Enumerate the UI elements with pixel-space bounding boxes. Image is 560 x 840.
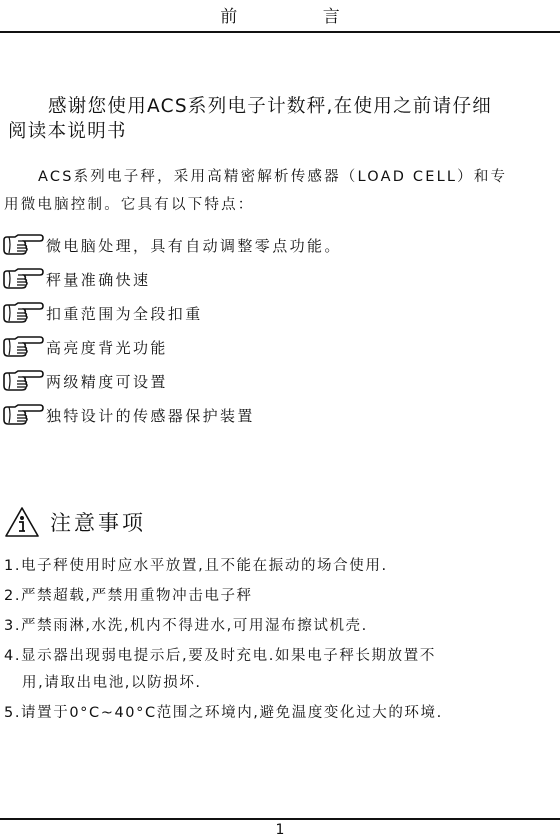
feature-text: 扣重范围为全段扣重 [46, 304, 203, 323]
caution-item-text: 2.严禁超载,严禁用重物冲击电子秤 [4, 588, 253, 604]
caution-item [4, 643, 556, 697]
description-paragraph [4, 163, 556, 219]
intro-line-2: 阅读本说明书 [8, 121, 127, 142]
caution-title: 注意事项 [50, 511, 146, 535]
caution-item-text: 5.请置于0°C~40°C范围之环境内,避免温度变化过大的环境. [4, 705, 443, 721]
feature-item [2, 398, 558, 432]
pointing-hand-icon [2, 370, 44, 392]
caution-item-continuation: 用,请取出电池,以防损坏. [22, 675, 202, 691]
caution-item-text: 1.电子秤使用时应水平放置,且不能在振动的场合使用. [4, 558, 388, 574]
caution-heading [4, 506, 146, 538]
page-number: 1 [275, 822, 285, 838]
warning-info-icon [4, 506, 40, 538]
caution-item [4, 613, 556, 640]
feature-item [2, 262, 558, 296]
caution-item [4, 553, 556, 580]
feature-list [2, 228, 558, 432]
page-header-title: 前 言 [220, 7, 380, 27]
description-line-1: ACS系列电子秤，采用高精密解析传感器（LOAD CELL）和专 [38, 169, 508, 185]
feature-text: 独特设计的传感器保护装置 [46, 406, 255, 425]
description-line-2: 用微电脑控制。它具有以下特点： [4, 197, 255, 213]
caution-item [4, 583, 556, 610]
header-divider [0, 31, 560, 33]
caution-item [4, 700, 556, 727]
feature-text: 微电脑处理，具有自动调整零点功能。 [46, 236, 342, 255]
feature-text: 高亮度背光功能 [46, 338, 168, 357]
pointing-hand-icon [2, 268, 44, 290]
intro-paragraph [8, 94, 556, 144]
footer-divider [0, 818, 560, 820]
feature-text: 两级精度可设置 [46, 372, 168, 391]
pointing-hand-icon [2, 302, 44, 324]
caution-list [4, 553, 556, 730]
caution-item-text: 3.严禁雨淋,水洗,机内不得进水,可用湿布擦试机壳. [4, 618, 368, 634]
pointing-hand-icon [2, 234, 44, 256]
pointing-hand-icon [2, 336, 44, 358]
caution-item-text: 4.显示器出现弱电提示后,要及时充电.如果电子秤长期放置不 [4, 648, 436, 664]
feature-item [2, 296, 558, 330]
feature-text: 秤量准确快速 [46, 270, 151, 289]
feature-item [2, 330, 558, 364]
pointing-hand-icon [2, 404, 44, 426]
feature-item [2, 364, 558, 398]
feature-item [2, 228, 558, 262]
intro-line-1: 感谢您使用ACS系列电子计数秤,在使用之前请仔细 [48, 96, 493, 117]
